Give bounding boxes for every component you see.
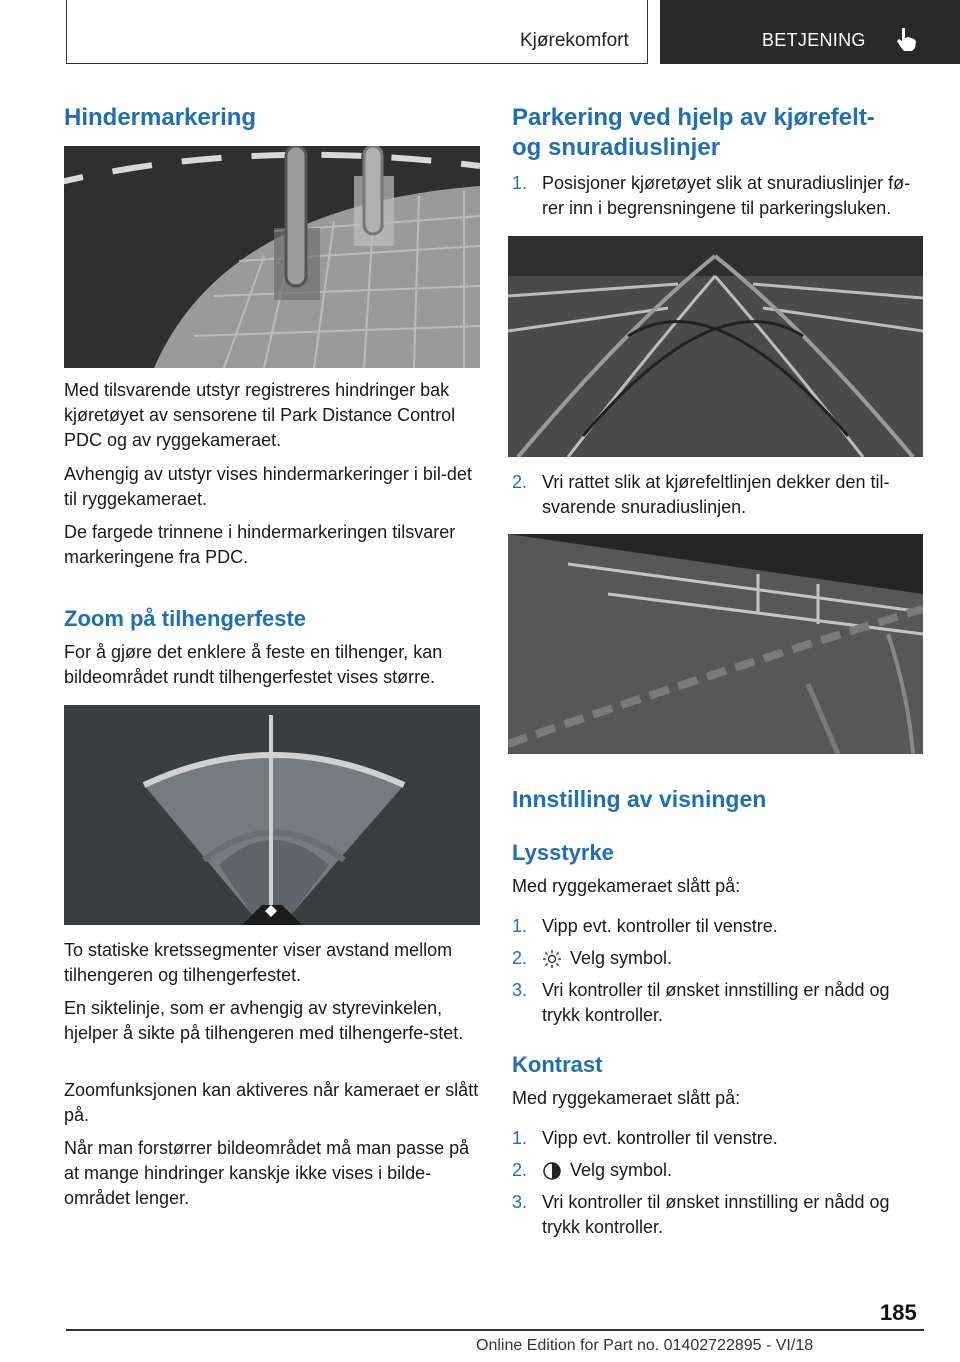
heading-parkering-line2: og snuradiuslinjer (512, 134, 721, 161)
image-lane-lines (508, 236, 923, 457)
paragraph-bilde: Avhengig av utstyr vises hindermarkeringer i bil-det til ryggekameraet. (64, 464, 472, 509)
heading-innstilling: Innstilling av visningen (512, 786, 767, 812)
footer-divider (66, 1329, 924, 1331)
brightness-icon (542, 949, 562, 969)
image-trailer-hitch-zoom (64, 705, 480, 925)
paragraph-kontrast-intro: Med ryggekameraet slått på: (512, 1088, 741, 1108)
paragraph-zoomfunksjon: Zoomfunksjonen kan aktiveres når kameraet er slått på. (64, 1080, 479, 1125)
heading-kontrast: Kontrast (512, 1052, 603, 1077)
paragraph-lysstyrke-intro: Med ryggekameraet slått på: (512, 876, 741, 896)
footer-edition: Online Edition for Part no. 01402722895 - VI/18 (476, 1337, 814, 1354)
paragraph-zoom-intro: For å gjøre det enklere å feste en tilhenger, kan bildeområdet rundt tilhengerfestet vises større. (64, 642, 443, 687)
header-chapter-title: BETJENING (762, 30, 866, 50)
paragraph-siktelinje: En siktelinje, som er avhengig av styrevinkelen, hjelper å sikte på tilhengeren med tilhengerfe-stet. (64, 998, 464, 1043)
hand-pointer-icon (894, 26, 920, 52)
image-steering-line (508, 534, 923, 754)
contrast-icon (542, 1161, 562, 1181)
paragraph-trinn: De fargede trinnene i hindermarkeringen tilsvarer markeringene fra PDC. (64, 522, 456, 567)
paragraph-forstorrer: Når man forstørrer bildeområdet må man passe på at mange hindringer kanskje ikke vises i bilde-området lenger. (64, 1138, 470, 1208)
heading-parkering-line1: Parkering ved hjelp av kjørefelt- (512, 104, 875, 131)
heading-lysstyrke: Lysstyrke (512, 840, 614, 865)
image-obstacle-marking (64, 146, 480, 368)
header-section-title: Kjørekomfort (520, 30, 629, 51)
heading-zoom: Zoom på tilhengerfeste (64, 606, 307, 631)
page-number: 185 (880, 1300, 917, 1325)
paragraph-kretssegmenter: To statiske kretssegmenter viser avstand mellom tilhengeren og tilhengerfestet. (64, 940, 453, 985)
heading-hindermarkering: Hindermarkering (64, 104, 257, 131)
paragraph-pdc: Med tilsvarende utstyr registreres hindringer bak kjøretøyet av sensorene til Park Distance Control PDC og av ryggekameraet. (64, 380, 456, 450)
